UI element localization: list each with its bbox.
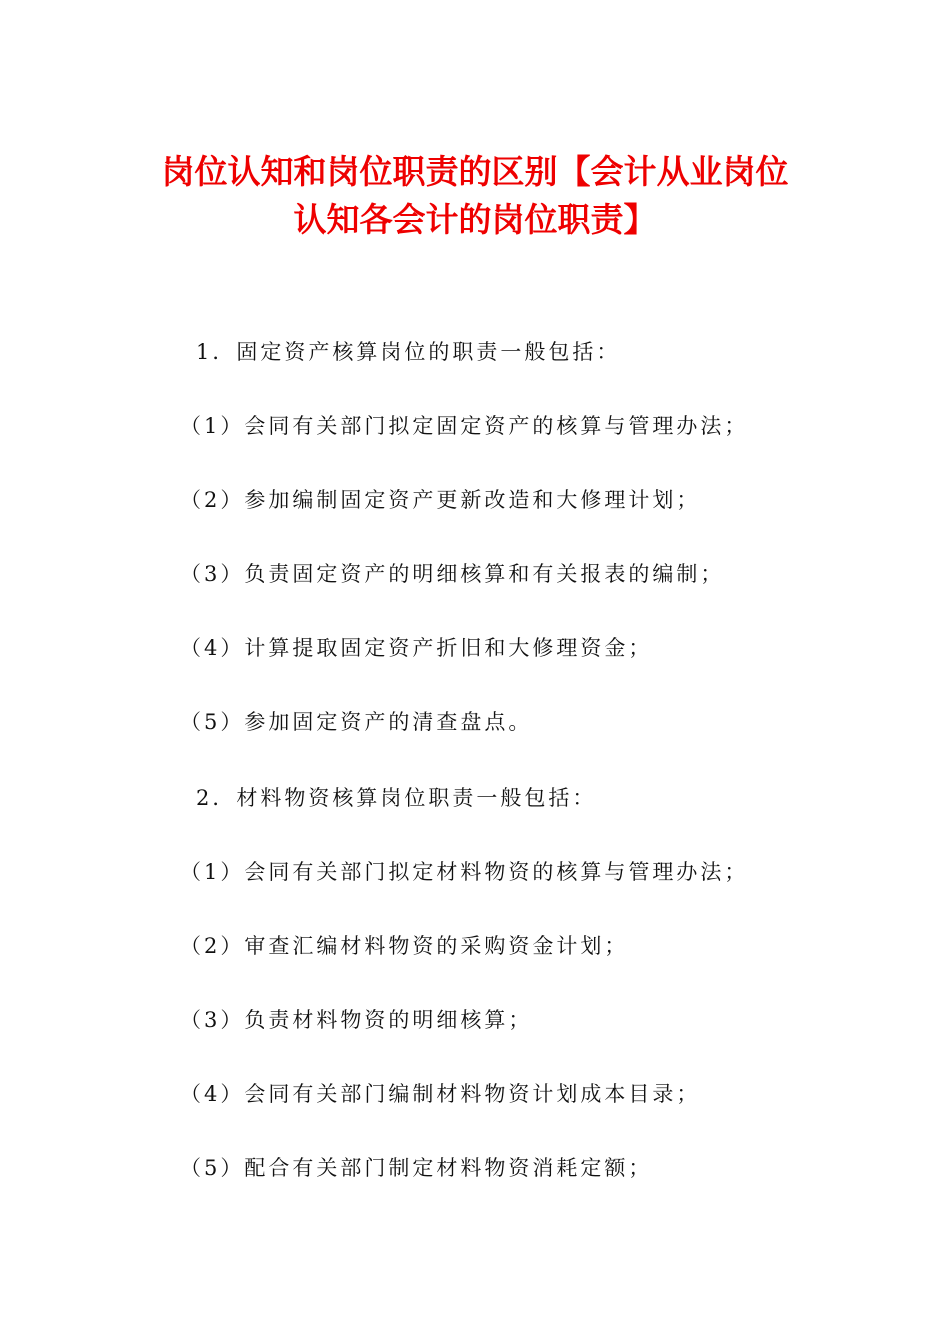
section-1-item-1: （1）会同有关部门拟定固定资产的核算与管理办法； bbox=[180, 414, 749, 438]
section-2-item-4: （4）会同有关部门编制材料物资计划成本目录； bbox=[180, 1082, 701, 1106]
section-1-item-3: （3）负责固定资产的明细核算和有关报表的编制； bbox=[180, 562, 725, 586]
section-2-item-1: （1）会同有关部门拟定材料物资的核算与管理办法； bbox=[180, 860, 749, 884]
section-1-item-2: （2）参加编制固定资产更新改造和大修理计划； bbox=[180, 488, 701, 512]
section-1-heading: 1．固定资产核算岗位的职责一般包括： bbox=[196, 340, 621, 364]
document-title-line-1: 岗位认知和岗位职责的区别【会计从业岗位 bbox=[161, 152, 789, 191]
section-2-item-5: （5）配合有关部门制定材料物资消耗定额； bbox=[180, 1156, 653, 1180]
section-2-item-2: （2）审查汇编材料物资的采购资金计划； bbox=[180, 934, 629, 958]
section-2-item-3: （3）负责材料物资的明细核算； bbox=[180, 1008, 533, 1032]
document-title-line-2: 认知各会计的岗位职责】 bbox=[293, 200, 657, 239]
section-1-item-4: （4）计算提取固定资产折旧和大修理资金； bbox=[180, 636, 653, 660]
section-1-item-5: （5）参加固定资产的清查盘点。 bbox=[180, 710, 533, 734]
section-2-heading: 2．材料物资核算岗位职责一般包括： bbox=[196, 786, 597, 810]
